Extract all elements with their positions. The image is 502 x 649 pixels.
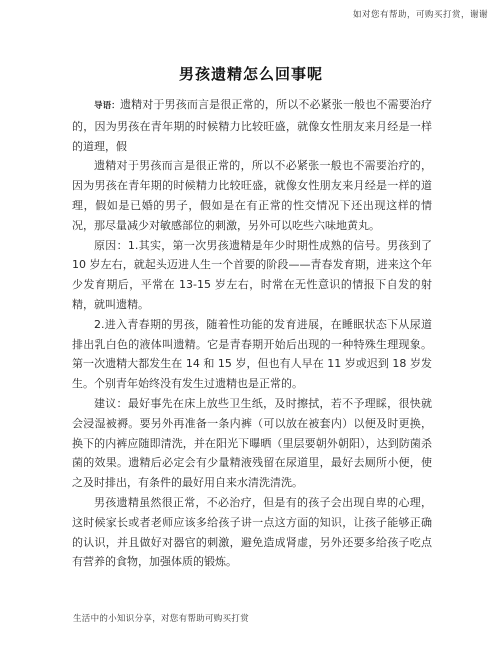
footer-note: 生活中的小知识分享，对您有帮助可购买打赏 [73,614,250,624]
document-title: 男孩遗精怎么回事呢 [178,65,323,83]
document-body [72,95,432,572]
body-paragraph-4: 建议：最好事先在床上放些卫生纸，及时擦拭，若不予理睬，很快就会浸湿被褥。要另外再准备一条内裤（可以放在被套内）以便及时更换，换下的内裤应随即清洗，并在阳光下曝晒（里层要朝外朝阳），达到防菌杀菌的效果。遗精后必定会有少量精液残留在尿道里，最好去厕所小便，使之及时排出，有条件的最好用自来水清洗清洗。 [72,396,432,490]
body-paragraph-2: 原因：1.其实，第一次男孩遗精是年少时期性成熟的信号。男孩到了10 岁左右，就起头迈进人生一个首要的阶段——青春发育期，进来这个年少发育期后，平常在 13-15 岁左右，时常在无性意识的情报下自发的射精，就叫遗精。 [72,238,432,311]
lead-paragraph [72,95,432,156]
body-paragraph-5: 男孩遗精虽然很正常，不必治疗，但是有的孩子会出现自卑的心理，这时候家长或者老师应该多给孩子讲一点这方面的知识，让孩子能够正确的认识，并且做好对器官的刺激，避免造成肾虚，另外还要多给孩子吃点有营养的食物，加强体质的锻炼。 [72,495,432,569]
body-paragraph-1: 遗精对于男孩而言是很正常的，所以不必紧张一般也不需要治疗的，因为男孩在青年期的时候精力比较旺盛，就像女性朋友来月经是一样的道理，假如是已婚的男子，假如是在有正常的性交情况下还出现这样的情况，那尽量减少对敏感部位的刺激，另外可以吃些六味地黄丸。 [72,159,432,232]
header-note: 如对您有帮助，可购买打赏，谢谢 [352,10,488,20]
lead-text: 遗精对于男孩而言是很正常的，所以不必紧张一般也不需要治疗的，因为男孩在青年期的时候精力比较旺盛，就像女性朋友来月经是一样的道理，假 [72,98,432,153]
lead-label: 导语： [94,101,120,111]
body-paragraph-3: 2.进入青春期的男孩，随着性功能的发育进展，在睡眠状态下从尿道排出乳白色的液体叫遗精。它是青春期开始后出现的一种特殊生理现象。第一次遗精大都发生在 14 和 15 岁，但也有人早在 11 岁或迟到 18 岁发生。个别青年始终没有发生过遗精也是正常的。 [72,317,432,391]
